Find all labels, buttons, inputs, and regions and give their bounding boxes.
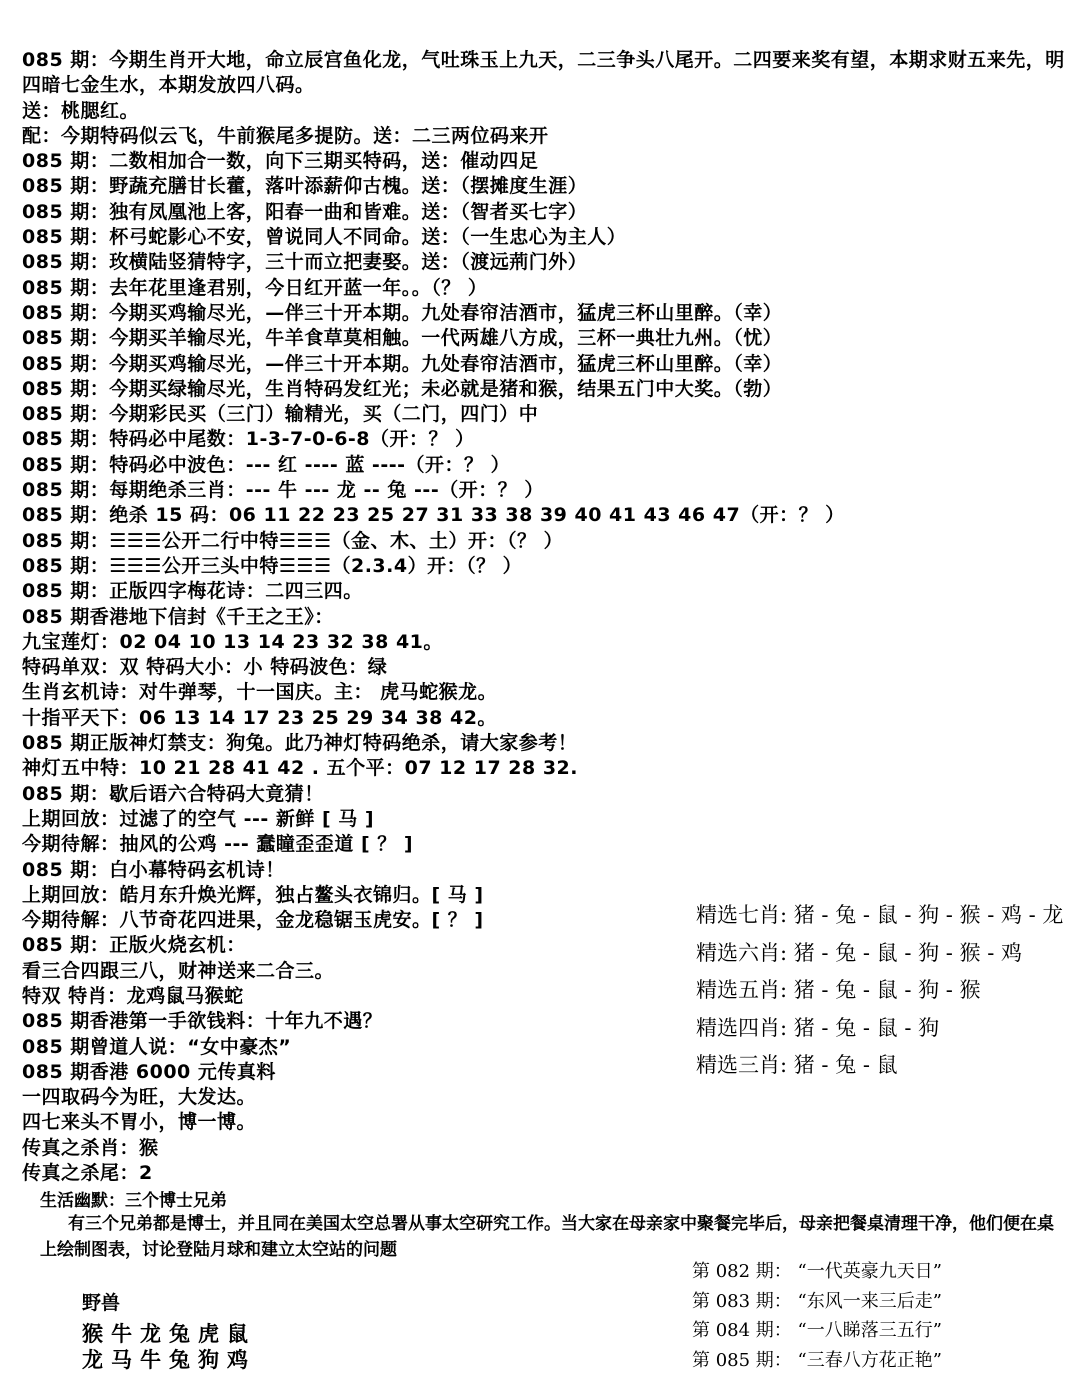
text-line: 传真之杀尾：2 <box>22 1162 153 1185</box>
text-line: 085 期：杯弓蛇影心不安，曾说同人不同命。送：（一生忠心为主人） <box>22 226 627 249</box>
text-line: 神灯五中特：10 21 28 41 42 . 五个平：07 12 17 28 32. <box>22 757 578 780</box>
period-084: 第 084 期： “一八睇落三五行” <box>692 1320 942 1341</box>
text-line: 085 期：独有凤凰池上客，阳春一曲和皆难。送：（智者买七字） <box>22 200 588 223</box>
text-line: 085 期正版神灯禁支：狗兔。此乃神灯特码绝杀，请大家参考！ <box>22 732 578 755</box>
text-line: 085 期：二数相加合一数，向下三期买特码，送：催动四足 <box>22 150 539 173</box>
text-line: 九宝莲灯：02 04 10 13 14 23 32 38 41。 <box>22 630 443 653</box>
text-line: 生肖玄机诗：对牛弹琴，十一国庆。主： 虎马蛇猴龙。 <box>22 681 498 704</box>
story-title: 生活幽默：三个博士兄弟 <box>40 1191 227 1211</box>
text-line: 送：桃腮红。 <box>22 99 140 122</box>
text-line: 上期回放：皓月东升焕光辉，独占鳌头衣锦归。[ 马 ] <box>22 883 484 906</box>
text-line: 085 期：☰☰☰公开二行中特☰☰☰（金、木、土）开：（？ ） <box>22 529 564 552</box>
text-line: 085 期：绝杀 15 码：06 11 22 23 25 27 31 33 38 39 40 41 43 46 47（开：？ ） <box>22 504 845 527</box>
text-line: 085 期：今期买鸡输尽光，—伴三十开本期。九处春帘洁酒市，猛虎三杯山里醉。（幸） <box>22 352 783 375</box>
selection-three: 精选三肖: 猪 - 兔 - 鼠 <box>696 1053 898 1077</box>
text-line: 今期待解：八节奇花四进果，金龙稳锯玉虎安。[ ？ ] <box>22 909 484 932</box>
text-line: 传真之杀肖：猴 <box>22 1136 159 1159</box>
text-line: 看三合四跟三八，财神送来二合三。 <box>22 959 335 982</box>
story-body: 有三个兄弟都是博士，并且同在美国太空总署从事太空研究工作。当大家在母亲家中聚餐完毕后，母亲把餐桌清理干净，他们便在桌上绘制图表，讨论登陆月球和建立太空站的问题 <box>40 1214 1054 1260</box>
text-line: 085 期：今期买鸡输尽光，—伴三十开本期。九处春帘洁酒市，猛虎三杯山里醉。（幸） <box>22 301 783 324</box>
text-line: 085 期曾道人说：“女中豪杰” <box>22 1035 292 1058</box>
text-line: 085 期：玫横陆竖猜特字，三十而立把妻娶。送：（渡远荊门外） <box>22 251 588 274</box>
text-line: 085 期：特码必中尾数：1-3-7-0-6-8（开：？ ） <box>22 428 475 451</box>
beast-row-2: 龙马牛兔狗鸡 <box>82 1348 256 1372</box>
selection-seven: 精选七肖: 猪 - 兔 - 鼠 - 狗 - 猴 - 鸡 - 龙 <box>696 903 1064 927</box>
text-line: 085 期：今期买羊输尽光，牛羊食草莫相触。一代两雄八方成，三杯一典壮九州。（忧） <box>22 327 783 350</box>
text-line: 四七来头不胃小，博一博。 <box>22 1111 257 1134</box>
period-verses <box>692 1257 942 1375</box>
text-line: 今期待解：抽风的公鸡 --- 蠢瞳歪歪道 [ ？ ] <box>22 833 414 856</box>
text-line: 配：今期特码似云飞，牛前猴尾多提防。送：二三两位码来开 <box>22 124 549 147</box>
zodiac-selection-panel <box>696 897 1063 1085</box>
text-line: 085 期：今期买绿输尽光，生肖特码发红光；未必就是猪和猴，结果五门中大奖。（勃） <box>22 377 783 400</box>
text-line: 085 期：歇后语六合特码大竟猜！ <box>22 782 324 805</box>
text-line: 一四取码今为旺，大发达。 <box>22 1086 257 1109</box>
text-line: 085 期：去年花里逢君别，今日红开蓝一年。。（？ ） <box>22 276 488 299</box>
period-083: 第 083 期： “东风一来三后走” <box>692 1290 942 1312</box>
text-line: 085 期：今期彩民买（三门）输精光，买（二门，四门）中 <box>22 403 539 426</box>
selection-six: 精选六肖: 猪 - 兔 - 鼠 - 狗 - 猴 - 鸡 <box>696 940 1022 965</box>
text-line: 十指平天下：06 13 14 17 23 25 29 34 38 42。 <box>22 706 497 729</box>
text-line: 085 期：每期绝杀三肖：--- 牛 --- 龙 -- 兔 ---（开：？ ） <box>22 479 544 502</box>
text-line: 085 期：☰☰☰公开三头中特☰☰☰（2.3.4）开：（？ ） <box>22 554 523 577</box>
text-line: 上期回放：过滤了的空气 --- 新鲜 [ 马 ] <box>22 807 375 830</box>
selection-four: 精选四肖: 猪 - 兔 - 鼠 - 狗 <box>696 1015 940 1040</box>
text-line: 085 期香港地下信封《千王之王》： <box>22 605 334 628</box>
text-line: 085 期：特码必中波色：--- 红 ---- 蓝 ----（开：？ ） <box>22 453 511 476</box>
text-line: 085 期：正版火烧玄机： <box>22 934 246 957</box>
text-line: 085 期：今期生肖开大地，命立辰宫鱼化龙，气吐珠玉上九天，二三争头八尾开。二四要来奖有望，本期求财五来先，明四暗七金生水，本期发放四八码。 <box>22 49 1065 97</box>
selection-five: 精选五肖: 猪 - 兔 - 鼠 - 狗 - 猴 <box>696 978 981 1002</box>
text-line: 085 期香港 6000 元传真料 <box>22 1060 276 1083</box>
text-line: 085 期：正版四字梅花诗：二四三四。 <box>22 580 363 603</box>
text-line: 特码单双：双 特码大小：小 特码波色：绿 <box>22 656 388 679</box>
beast-row-1: 猴牛龙兔虎鼠 <box>82 1322 256 1346</box>
text-line: 085 期：野蔬充膳甘长藿，落叶添薪仰古槐。送：（摆摊度生涯） <box>22 175 588 198</box>
text-line: 特双 特肖：龙鸡鼠马猴蛇 <box>22 984 244 1007</box>
text-line: 085 期：白小幕特码玄机诗！ <box>22 858 285 881</box>
period-085: 第 085 期： “三春八方花正艳” <box>692 1349 942 1371</box>
period-082: 第 082 期： “一代英豪九天日” <box>692 1261 942 1282</box>
text-line: 085 期香港第一手欲钱料：十年九不遇？ <box>22 1010 383 1033</box>
beast-label: 野兽 <box>82 1292 121 1314</box>
